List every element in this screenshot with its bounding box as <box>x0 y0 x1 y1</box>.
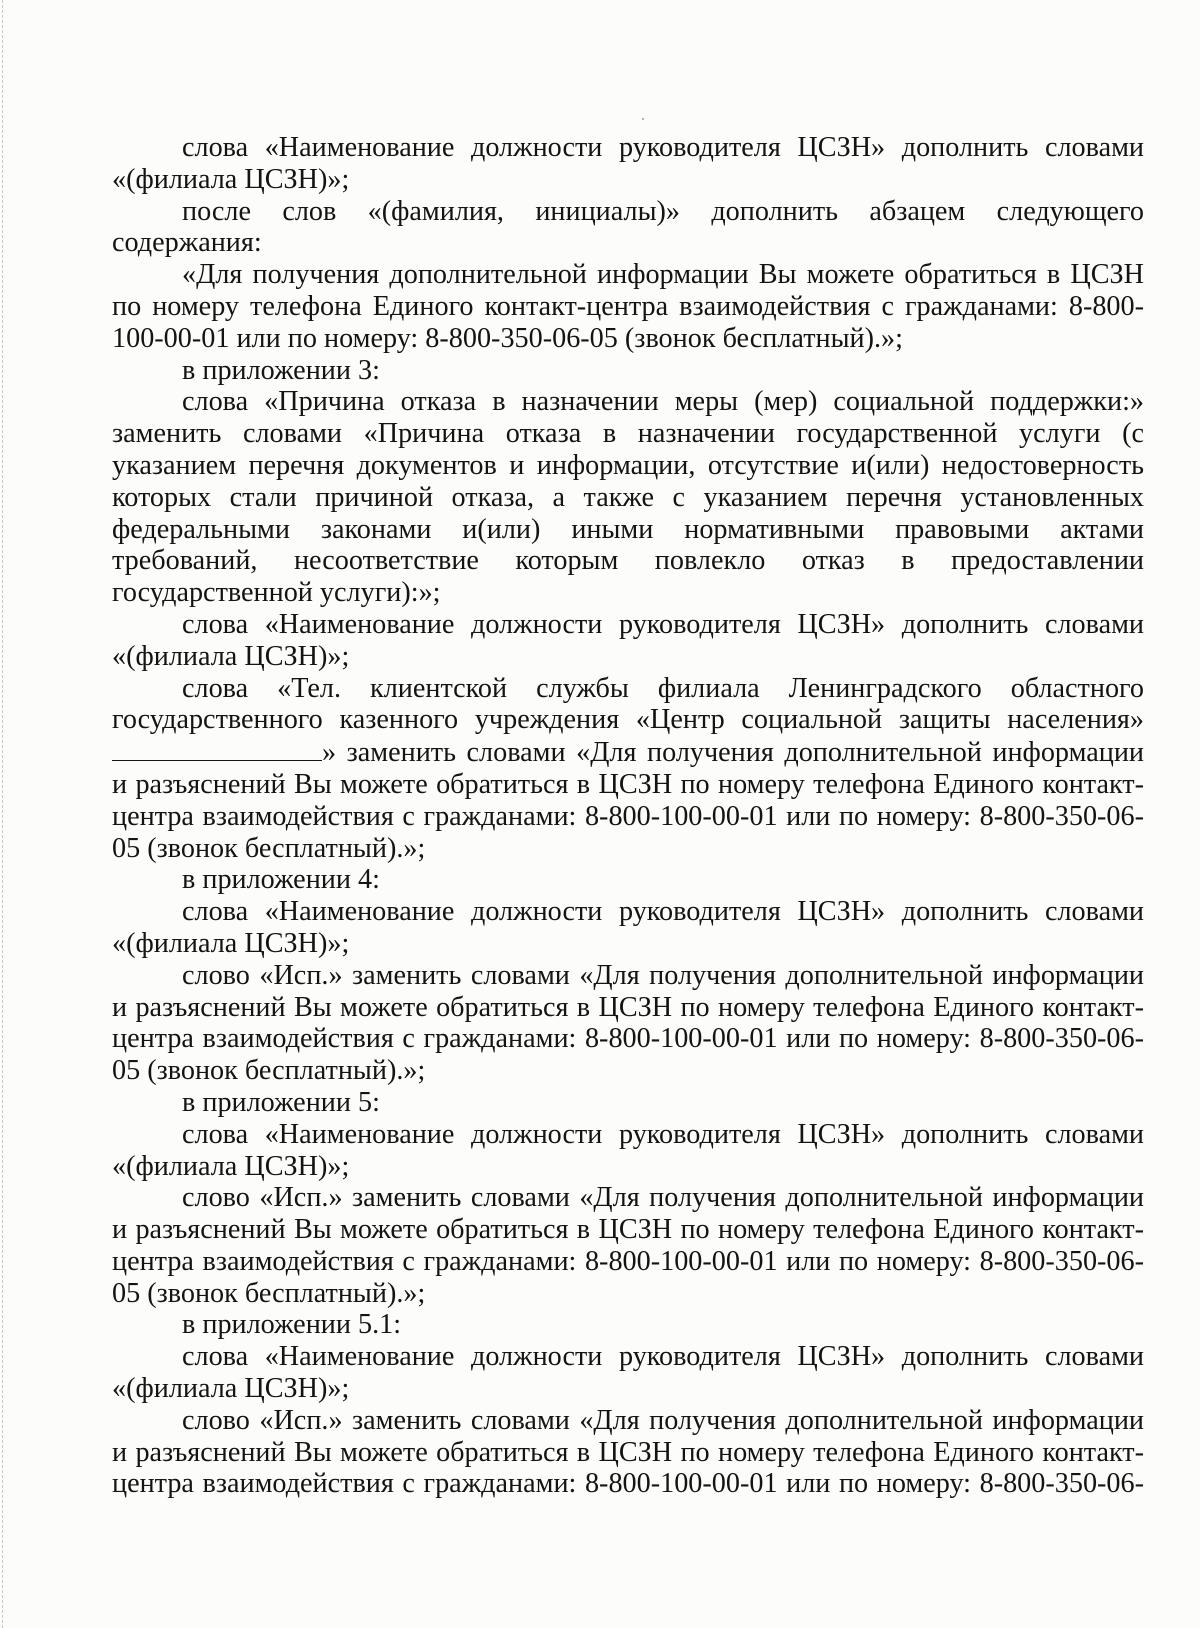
paragraph: слово «Исп.» заменить словами «Для получения дополнительной информации и разъяснений Вы можете обратиться в ЦСЗН по номеру телефона Единого контакт-центра взаимодействия с гражданами: 8-800-100-00-01 или по номеру: 8-800-350-06-05 (звонок бесплатный).»; <box>112 959 1144 1087</box>
scan-speck <box>642 118 644 120</box>
paragraph: слова «Причина отказа в назначении меры (мер) социальной поддержки:» заменить словами «Причина отказа в назначении государственной услуги (с указанием перечня документов и информации, отсутствие и(или) недостоверность которых стали причиной отказа, а также с указанием перечня установленных федеральными законами и(или) иными нормативными правовыми актами требований, несоответствие которым повлекло отказ в предоставлении государственной услуги):»; <box>112 386 1144 609</box>
fill-in-blank-line <box>112 736 322 761</box>
paragraph-text-before-blank: слова «Тел. клиентской службы филиала Ленинградского областного государственного казенного учреждения «Центр социальной защиты населения» <box>112 672 1144 736</box>
paragraph: слово «Исп.» заменить словами «Для получения дополнительной информации и разъяснений Вы можете обратиться в ЦСЗН по номеру телефона Единого контакт-центра взаимодействия с гражданами: 8-800-100-00-01 или по номеру: 8-800-350-06-05 (звонок бесплатный).»; <box>112 1182 1144 1309</box>
paragraph: после слов «(фамилия, инициалы)» дополнить абзацем следующего содержания: <box>112 195 1144 259</box>
paragraph: слова «Наименование должности руководителя ЦСЗН» дополнить словами «(филиала ЦСЗН)»; <box>112 132 1144 195</box>
paragraph: слова «Наименование должности руководителя ЦСЗН» дополнить словами «(филиала ЦСЗН)»; <box>112 1118 1144 1182</box>
paragraph: «Для получения дополнительной информации Вы можете обратиться в ЦСЗН по номеру телефона Единого контакт-центра взаимодействия с гражданами: 8-800-100-00-01 или по номеру: 8-800-350-06-05 (звонок бесплатный).»; <box>112 259 1144 354</box>
paragraph-continues-next-page: слово «Исп.» заменить словами «Для получения дополнительной информации и разъяснений Вы можете обратиться в ЦСЗН по номеру телефона Единого контакт-центра взаимодействия с гражданами: 8-800-100-00-01 или по номеру: 8-800-350-06- <box>112 1404 1144 1500</box>
paragraph: слова «Наименование должности руководителя ЦСЗН» дополнить словами «(филиала ЦСЗН)»; <box>112 896 1144 959</box>
paragraph: в приложении 5: <box>182 1086 380 1118</box>
paragraph: слова «Наименование должности руководителя ЦСЗН» дополнить словами «(филиала ЦСЗН)»; <box>112 1341 1144 1405</box>
document-body <box>112 132 1144 1500</box>
paragraph: в приложении 4: <box>182 864 380 896</box>
paragraph-with-blank <box>112 673 1144 865</box>
paragraph-text-after-blank: » заменить словами «Для получения дополнительной информации и разъяснений Вы можете обратиться в ЦСЗН по номеру телефона Единого контакт-центра взаимодействия с гражданами: 8-800-100-00-01 или по номеру: 8-800-350-06-05 (звонок бесплатный).»; <box>112 737 1144 864</box>
paragraph: в приложении 3: <box>182 354 380 386</box>
paragraph: в приложении 5.1: <box>182 1309 402 1341</box>
scan-edge-mark <box>2 0 3 1628</box>
paragraph: слова «Наименование должности руководителя ЦСЗН» дополнить словами «(филиала ЦСЗН)»; <box>112 608 1144 672</box>
